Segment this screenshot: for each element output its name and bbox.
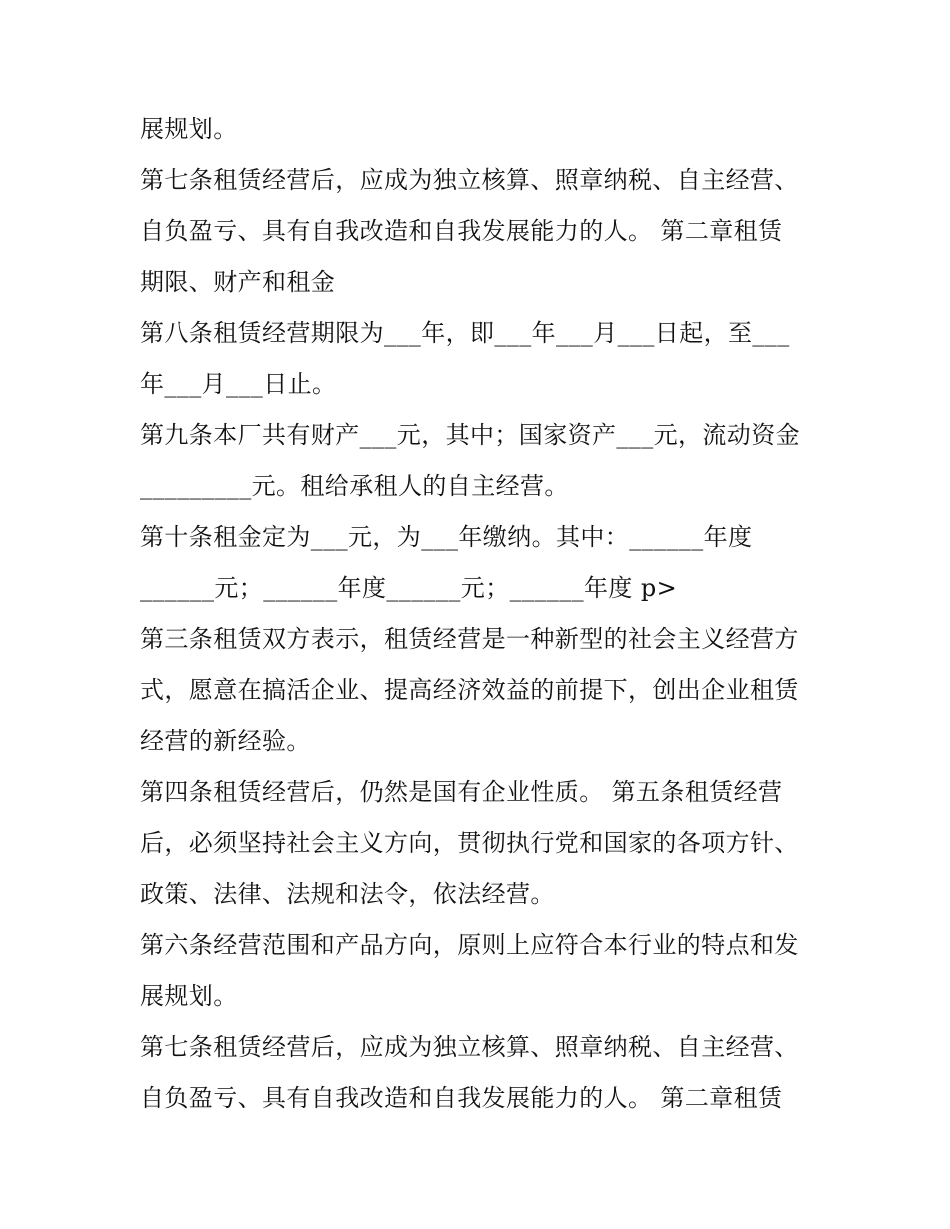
text-line: 展规划。 — [140, 115, 238, 143]
text-line: 第六条经营范围和产品方向，原则上应符合本行业的特点和发 — [140, 931, 799, 959]
text-line: ______元；______年度______元；______年度 p> — [140, 574, 678, 602]
text-line: 第七条租赁经营后，应成为独立核算、照章纳税、自主经营、 — [140, 1033, 799, 1061]
text-line: 第三条租赁双方表示，租赁经营是一种新型的社会主义经营方 — [140, 625, 799, 653]
text-line: 第九条本厂共有财产___元，其中；国家资产___元，流动资金 — [140, 421, 800, 449]
text-line: 后，必须坚持社会主义方向，贯彻执行党和国家的各项方针、 — [140, 829, 799, 857]
text-line: 第八条租赁经营期限为___年，即___年___月___日起，至___ — [140, 319, 790, 347]
text-line: 期限、财产和租金 — [140, 268, 336, 296]
text-line: 第七条租赁经营后，应成为独立核算、照章纳税、自主经营、 — [140, 166, 799, 194]
document-body — [140, 104, 830, 1124]
text-line: _________元。租给承租人的自主经营。 — [140, 472, 569, 500]
text-line: 自负盈亏、具有自我改造和自我发展能力的人。 第二章租赁 — [140, 217, 783, 245]
text-line: 年___月___日止。 — [140, 370, 337, 398]
text-line: 政策、法律、法规和法令，依法经营。 — [140, 880, 555, 908]
text-line: 经营的新经验。 — [140, 727, 311, 755]
text-line: 式，愿意在搞活企业、提高经济效益的前提下，创出企业租赁 — [140, 676, 799, 704]
text-line: 第四条租赁经营后，仍然是国有企业性质。 第五条租赁经营 — [140, 778, 783, 806]
text-line: 展规划。 — [140, 982, 238, 1010]
text-line: 第十条租金定为___元，为___年缴纳。其中：______年度 — [140, 523, 753, 551]
text-line: 自负盈亏、具有自我改造和自我发展能力的人。 第二章租赁 — [140, 1084, 783, 1112]
